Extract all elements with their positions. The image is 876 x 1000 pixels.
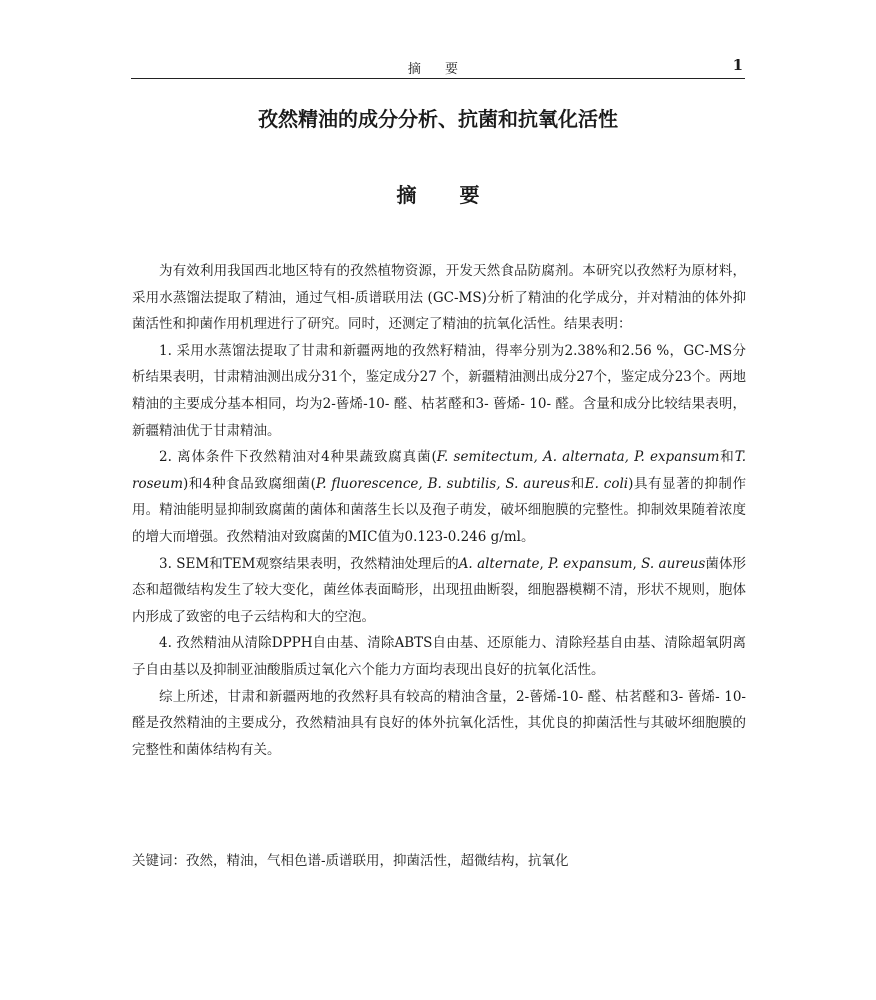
species-name: T. roseum — [132, 449, 747, 492]
running-header-section: 摘 要 — [407, 62, 469, 77]
species-name: E. coli — [584, 475, 629, 492]
keywords-line: 关键词：孜然，精油，气相色谱-质谱联用，抑菌活性，超微结构，抗氧化 — [132, 853, 569, 869]
paper-title: 孜然精油的成分分析、抗菌和抗氧化活性 — [258, 107, 618, 131]
species-name: P. expansum — [548, 555, 633, 572]
conclusion-paragraph: 综上所述，甘肃和新疆两地的孜然籽具有较高的精油含量，2-蒈烯-10- 醛、枯茗醛和3- 蒈烯- 10- 醛是孜然精油的主要成分，孜然精油具有良好的体外抗氧化活性，其优良的抑菌活性与其破坏细胞膜的完整性和菌体结构有关。 — [132, 688, 746, 758]
abstract-body — [132, 258, 746, 763]
result-4-paragraph: 4. 孜然精油从清除DPPH自由基、清除ABTS自由基、还原能力、清除羟基自由基、清除超氧阴离子自由基以及抑制亚油酸脂质过氧化六个能力方面均表现出良好的抗氧化活性。 — [132, 635, 746, 678]
result-2-paragraph: 2. 离体条件下孜然精油对4种果蔬致腐真菌(F. semitectum, A. alternata, P. expansum和T. roseum)和4种食品致腐细菌(P. fluorescence, B. subtilis, S. aureus和E. coli)具有显著的抑制作用。精油能明显抑制致腐菌的菌体和菌落生长以及孢子萌发，破坏细胞膜的完整性。抑制效果随着浓度的增大而增强。孜然精油对致腐菌的MIC值为0.123-0.246 g/ml。 — [132, 449, 747, 545]
species-list: P. fluorescence, B. subtilis, S. aureus — [315, 475, 571, 492]
page-number: 1 — [732, 56, 743, 74]
result-1-paragraph: 1. 采用水蒸馏法提取了甘肃和新疆两地的孜然籽精油，得率分别为2.38%和2.56 %，GC-MS分析结果表明，甘肃精油测出成分31个，鉴定成分27 个，新疆精油测出成分27个，鉴定成分23个。两地精油的主要成分基本相同，均为2-蒈烯-10- 醛、枯茗醛和3- 蒈烯- 10- 醛。含量和成分比较结果表明，新疆精油优于甘肃精油。 — [132, 342, 746, 439]
abstract-intro-paragraph: 为有效利用我国西北地区特有的孜然植物资源，开发天然食品防腐剂。本研究以孜然籽为原材料，采用水蒸馏法提取了精油，通过气相-质谱联用法 (GC-MS)分析了精油的化学成分，并对精油的体外抑菌活性和抑菌作用机理进行了研究。同时，还测定了精油的抗氧化活性。结果表明： — [132, 263, 746, 333]
result-3-paragraph: 3. SEM和TEM观察结果表明，孜然精油处理后的A. alternate, P. expansum, S. aureus菌体形态和超微结构发生了较大变化，菌丝体表面畸形，出现扭曲断裂，细胞器模糊不清，形状不规则，胞体内形成了致密的电子云结构和大的空泡。 — [132, 555, 747, 625]
running-header — [131, 58, 745, 79]
species-name: A. alternate — [458, 555, 540, 572]
abstract-heading: 摘 要 — [396, 183, 498, 207]
species-name: S. aureus — [641, 555, 706, 572]
species-list: F. semitectum, A. alternata, P. expansum — [436, 449, 720, 466]
